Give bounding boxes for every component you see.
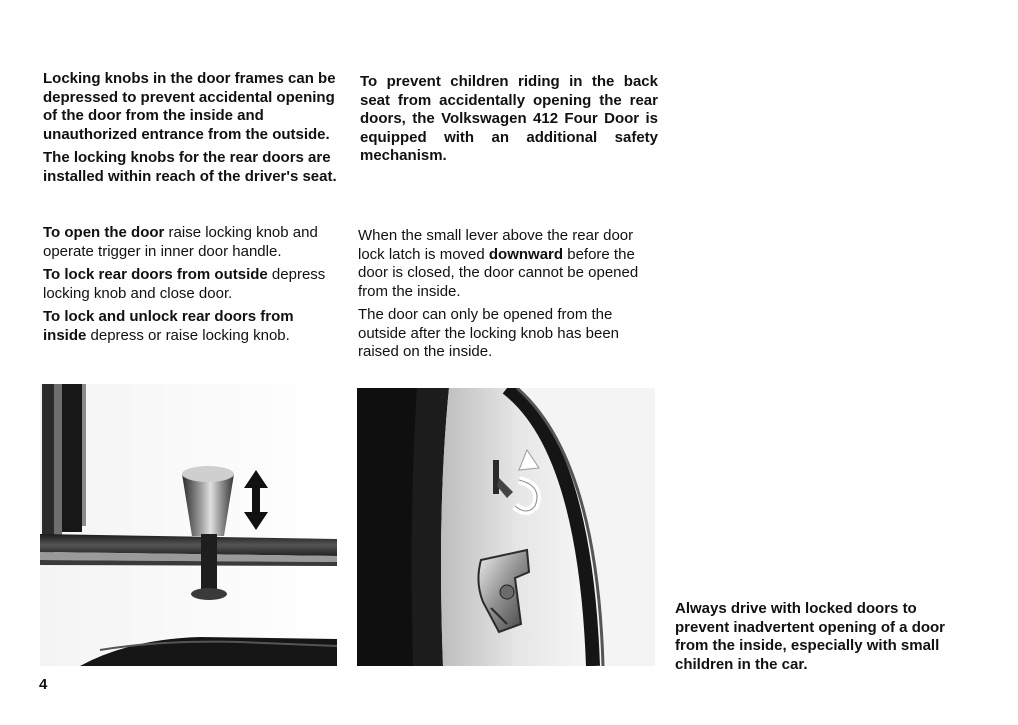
safety-lever-photo xyxy=(357,388,655,666)
locking-knob-photo xyxy=(40,384,337,666)
text-drive-locked-warning xyxy=(675,600,973,674)
warning-paragraph: Always drive with locked doors to prevent inadvertent opening of a door from the inside, especially with small children in the car. xyxy=(675,600,946,673)
open-door-instruction: To open the door raise locking knob and operate trigger in inner door handle. xyxy=(43,224,318,260)
text-door-instructions xyxy=(43,224,341,345)
lever-paragraph: When the small lever above the rear door lock latch is moved downward before the door is closed, the door cannot be opened from the inside. xyxy=(358,227,639,300)
locking-knobs-paragraph: Locking knobs in the door frames can be depressed to prevent accidental opening of the door from the inside and unauthorized entrance from the outside. xyxy=(43,70,336,143)
child-safety-paragraph: To prevent children riding in the back seat from accidentally opening the rear doors, the Volkswagen 412 Four Door is equipped with an additional safety mechanism. xyxy=(360,73,658,164)
lock-outside-instruction: To lock rear doors from outside depress locking knob and close door. xyxy=(43,266,326,302)
lock-inside-instruction: To lock and unlock rear doors from inside depress or raise locking knob. xyxy=(43,308,294,344)
text-child-safety xyxy=(360,73,658,166)
outside-open-paragraph: The door can only be opened from the outside after the locking knob has been raised on the inside. xyxy=(358,306,620,360)
rear-door-knobs-paragraph: The locking knobs for the rear doors are installed within reach of the driver's seat. xyxy=(43,149,337,185)
text-locking-knobs xyxy=(43,70,341,186)
text-safety-lever xyxy=(358,227,658,362)
page-number: 4 xyxy=(39,676,48,693)
